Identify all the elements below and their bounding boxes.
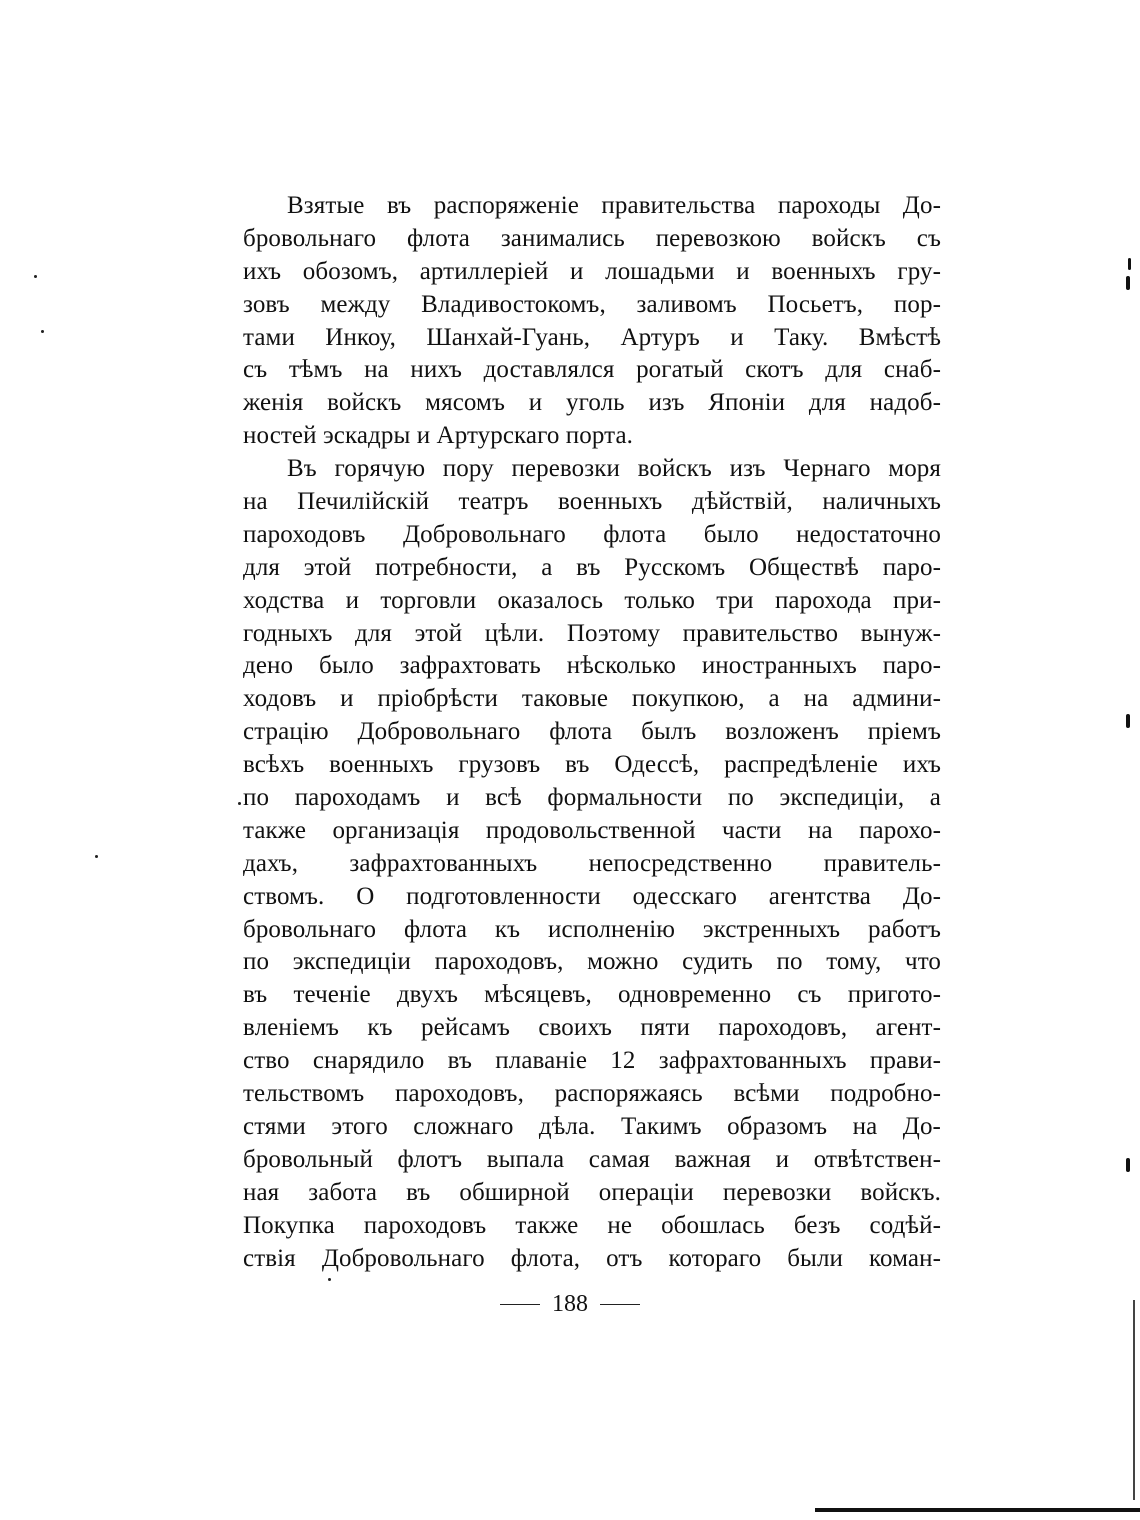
paragraph-2 (243, 453, 941, 1275)
text-line: вленіемъ къ рейсамъ своихъ пяти пароходовъ, агент- (243, 1014, 941, 1042)
text-line: бровольнаго флота занимались перевозкою войскъ съ (243, 224, 941, 252)
paragraph-1 (243, 190, 941, 453)
page-number-value: 188 (552, 1291, 588, 1318)
scan-edge-mark (1126, 1158, 1130, 1172)
scan-speck (34, 275, 37, 278)
text-line: ствомъ. О подготовленности одесскаго агентства До- (243, 882, 941, 910)
text-line: ствія Добровольнаго флота, отъ котораго были коман- (243, 1244, 941, 1272)
text-line: Покупка пароходовъ также не обошлась безъ содѣй- (243, 1211, 941, 1239)
text-line: для этой потребности, а въ Русскомъ Обществѣ паро- (243, 553, 941, 581)
text-line: страцію Добровольнаго флота былъ возложенъ пріемъ (243, 718, 941, 746)
scan-bottom-rule (815, 1508, 1140, 1512)
text-line: тами Инкоу, Шанхай-Гуань, Артуръ и Таку. Вмѣстѣ (243, 323, 941, 351)
text-line: ная забота въ обширной операціи перевозки войскъ. (243, 1178, 941, 1206)
page-number-right-dash (600, 1304, 640, 1305)
text-line: бровольный флотъ выпала самая важная и отвѣтствен- (243, 1145, 941, 1173)
text-line: пароходовъ Добровольнаго флота было недостаточно (243, 520, 941, 548)
text-line: съ тѣмъ на нихъ доставлялся рогатый скотъ для снаб- (243, 356, 941, 384)
text-line: дено было зафрахтовать нѣсколько иностранныхъ паро- (243, 652, 941, 680)
text-line: въ теченіе двухъ мѣсяцевъ, одновременно съ пригото- (243, 981, 941, 1009)
scan-edge-line (1133, 1300, 1135, 1500)
text-line: по пароходамъ и всѣ формальности по экспедиціи, а (243, 784, 941, 812)
text-line: ностей эскадры и Артурскаго порта. (243, 422, 634, 450)
text-line: ство снарядило въ плаваніе 12 зафрахтованныхъ прави- (243, 1047, 941, 1075)
text-line: ихъ обозомъ, артиллеріей и лошадьми и военныхъ гру- (243, 257, 941, 285)
scan-edge-mark (1128, 258, 1131, 270)
text-line: всѣхъ военныхъ грузовъ въ Одессѣ, распредѣленіе ихъ (243, 751, 941, 779)
scan-edge-mark (1126, 714, 1130, 728)
text-line: Въ горячую пору перевозки войскъ изъ Чернаго моря (287, 455, 941, 483)
text-line: бровольнаго флота къ исполненію экстренныхъ работъ (243, 915, 941, 943)
scan-speck (41, 330, 44, 333)
page-number-left-dash (500, 1304, 540, 1305)
scan-speck (328, 1278, 331, 1281)
text-line: стями этого сложнаго дѣла. Такимъ образомъ на До- (243, 1112, 941, 1140)
scan-speck (238, 802, 241, 805)
text-line: также организація продовольственной части на парохо- (243, 816, 941, 844)
text-line: годныхъ для этой цѣли. Поэтому правительство вынуж- (243, 619, 941, 647)
text-line: по экспедиціи пароходовъ, можно судить по тому, что (243, 948, 941, 976)
text-line: ходовъ и пріобрѣсти таковые покупкою, а на админи- (243, 685, 941, 713)
body-text (243, 190, 941, 1275)
text-line: ходства и торговли оказалось только три парохода при- (243, 586, 941, 614)
text-line: тельствомъ пароходовъ, распоряжаясь всѣми подробно- (243, 1080, 941, 1108)
scan-speck (95, 855, 98, 858)
text-line: Взятые въ распоряженіе правительства пароходы До- (287, 192, 941, 219)
text-line: зовъ между Владивостокомъ, заливомъ Посьетъ, пор- (243, 290, 941, 318)
text-line: женія войскъ мясомъ и уголь изъ Японіи для надоб- (243, 389, 941, 417)
page-number (0, 1288, 1140, 1318)
text-line: дахъ, зафрахтованныхъ непосредственно правитель- (243, 849, 941, 877)
text-line: на Печилійскій театръ военныхъ дѣйствій, наличныхъ (243, 488, 941, 516)
scan-edge-mark (1126, 276, 1130, 290)
